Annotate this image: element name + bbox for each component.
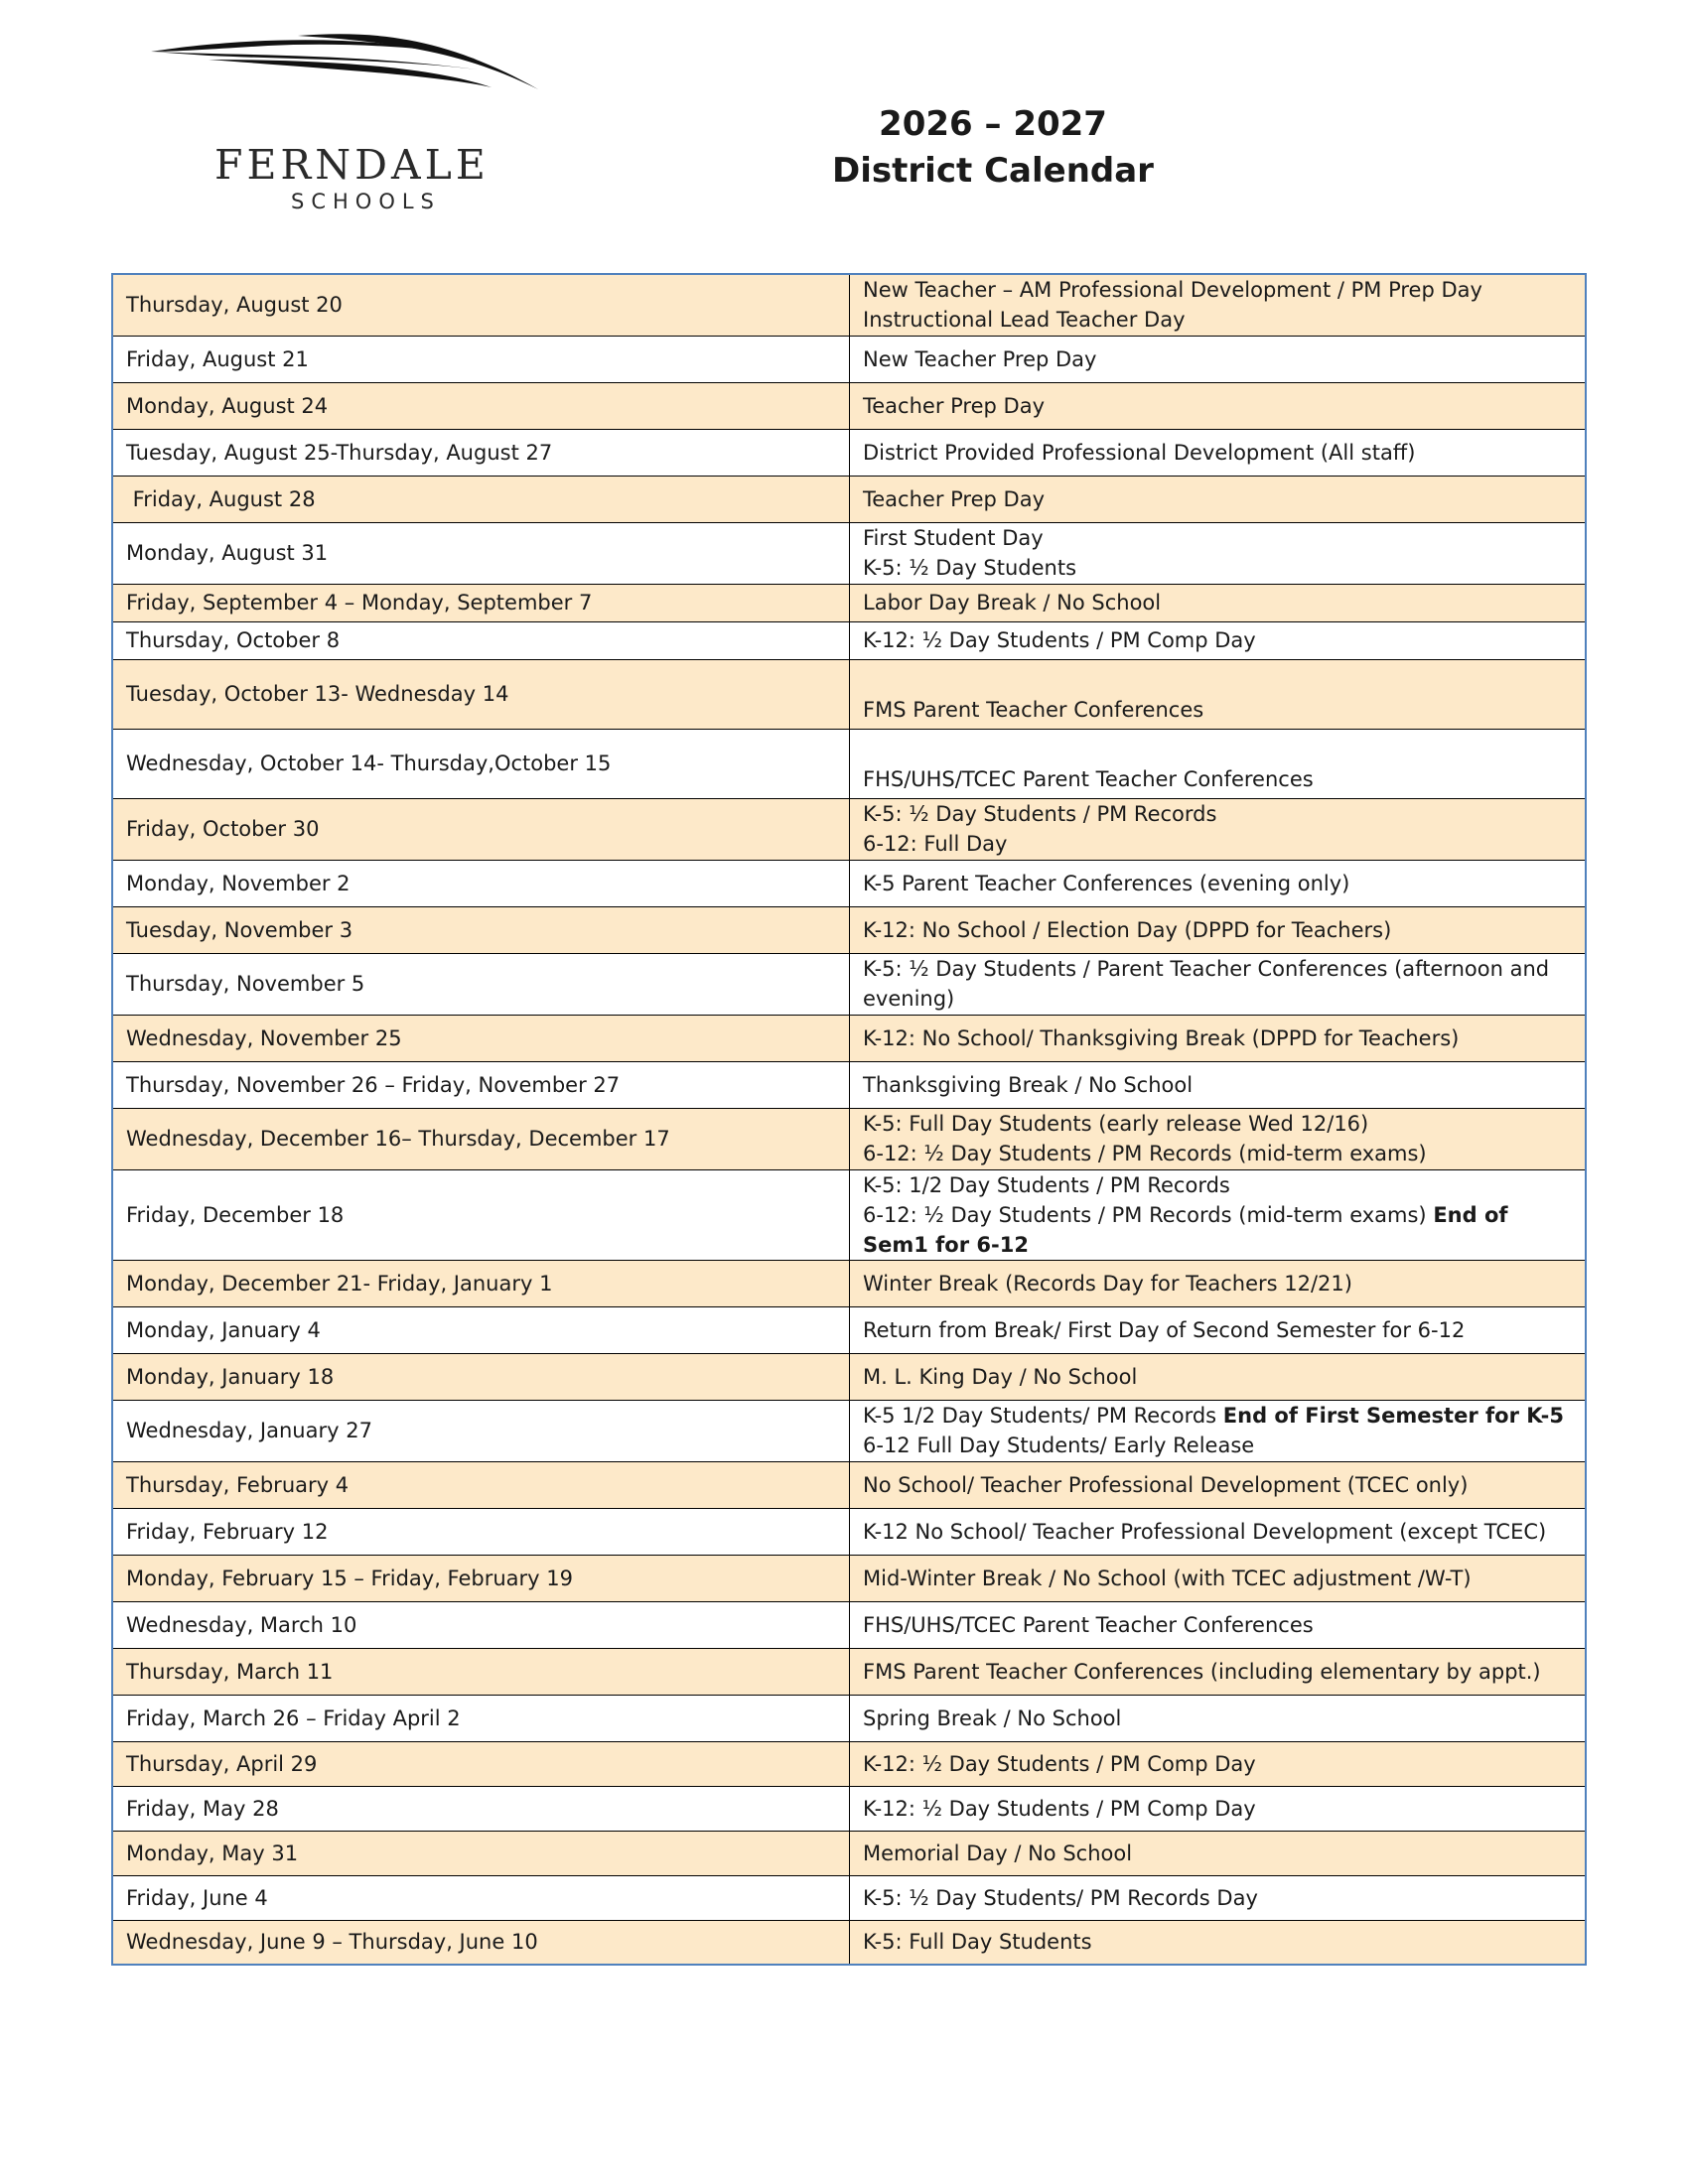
date-cell: Tuesday, October 13- Wednesday 14 (112, 659, 850, 729)
date-cell: Friday, August 21 (112, 336, 850, 382)
page-title (794, 101, 1192, 195)
event-line: 6-12: ½ Day Students / PM Records (mid-term exams) (863, 1142, 1427, 1165)
table-row (112, 1875, 1586, 1920)
event-line: Labor Day Break / No School (863, 591, 1162, 614)
event-cell (850, 1015, 1587, 1061)
event-line: Instructional Lead Teacher Day (863, 308, 1186, 333)
date-cell: Thursday, March 11 (112, 1648, 850, 1695)
event-line: Memorial Day / No School (863, 1841, 1133, 1865)
table-row (112, 1353, 1586, 1400)
event-cell (850, 1695, 1587, 1741)
date-cell: Friday, March 26 – Friday April 2 (112, 1695, 850, 1741)
event-cell (850, 1169, 1587, 1260)
event-line: 6-12 Full Day Students/ Early Release (863, 1433, 1255, 1457)
table-row (112, 522, 1586, 584)
event-cell (850, 382, 1587, 429)
event-cell (850, 798, 1587, 860)
table-row (112, 1695, 1586, 1741)
table-row (112, 906, 1586, 953)
event-cell (850, 1601, 1587, 1648)
event-line: Teacher Prep Day (863, 486, 1045, 511)
event-line: Thanksgiving Break / No School (863, 1072, 1194, 1097)
table-row (112, 1920, 1586, 1965)
table-row (112, 1555, 1586, 1601)
event-line: FMS Parent Teacher Conferences (863, 697, 1204, 722)
table-row (112, 1169, 1586, 1260)
event-line: K-5: 1/2 Day Students / PM Records (863, 1172, 1230, 1197)
table-row (112, 584, 1586, 621)
event-line: K-5: ½ Day Students / PM Records (863, 802, 1217, 826)
date-cell: Friday, August 28 (112, 476, 850, 522)
table-row (112, 1061, 1586, 1108)
event-cell (850, 429, 1587, 476)
date-cell: Monday, August 24 (112, 382, 850, 429)
event-line: K-12: ½ Day Students / PM Comp Day (863, 1751, 1256, 1776)
date-cell: Friday, October 30 (112, 798, 850, 860)
date-cell: Thursday, November 5 (112, 953, 850, 1015)
event-line: District Provided Professional Development (All staff) (863, 440, 1416, 465)
table-row (112, 382, 1586, 429)
event-line: K-5: Full Day Students (863, 1930, 1092, 1955)
date-cell: Monday, May 31 (112, 1831, 850, 1875)
event-line: K-5: ½ Day Students / Parent Teacher Conferences (afternoon and evening) (863, 957, 1550, 1011)
event-cell (850, 522, 1587, 584)
date-cell: Friday, February 12 (112, 1508, 850, 1555)
date-cell: Wednesday, November 25 (112, 1015, 850, 1061)
event-cell (850, 860, 1587, 906)
event-line: K-5: ½ Day Students (863, 556, 1077, 580)
table-row (112, 1015, 1586, 1061)
table-row (112, 1400, 1586, 1461)
table-row (112, 1786, 1586, 1831)
event-cell (850, 1461, 1587, 1508)
table-row (112, 1741, 1586, 1786)
table-row (112, 429, 1586, 476)
event-cell (850, 659, 1587, 729)
date-cell: Monday, November 2 (112, 860, 850, 906)
event-line: M. L. King Day / No School (863, 1364, 1138, 1389)
event-line: Mid-Winter Break / No School (with TCEC adjustment /W-T) (863, 1566, 1472, 1590)
date-cell: Wednesday, December 16– Thursday, December 17 (112, 1108, 850, 1169)
date-cell: Friday, December 18 (112, 1169, 850, 1260)
table-row (112, 1306, 1586, 1353)
event-cell (850, 1400, 1587, 1461)
event-cell (850, 729, 1587, 798)
event-cell (850, 953, 1587, 1015)
date-cell: Monday, December 21- Friday, January 1 (112, 1260, 850, 1306)
event-line: First Student Day (863, 526, 1044, 550)
date-cell: Tuesday, August 25-Thursday, August 27 (112, 429, 850, 476)
event-line: K-12: ½ Day Students / PM Comp Day (863, 1796, 1256, 1821)
event-line: 6-12: Full Day (863, 832, 1008, 856)
date-cell: Monday, February 15 – Friday, February 19 (112, 1555, 850, 1601)
event-line: New Teacher Prep Day (863, 346, 1097, 371)
event-line: K-5 1/2 Day Students/ PM Records End of First Semester for K-5 (863, 1404, 1565, 1428)
event-cell (850, 1306, 1587, 1353)
table-row (112, 953, 1586, 1015)
date-cell: Friday, September 4 – Monday, September 7 (112, 584, 850, 621)
date-cell: Wednesday, March 10 (112, 1601, 850, 1648)
logo-name: FERNDALE (214, 141, 490, 189)
event-cell (850, 1353, 1587, 1400)
event-line: 6-12: ½ Day Students / PM Records (mid-term exams) End of Sem1 for 6-12 (863, 1202, 1508, 1257)
event-line: K-12: ½ Day Students / PM Comp Day (863, 628, 1256, 652)
event-cell (850, 1831, 1587, 1875)
table-row (112, 1648, 1586, 1695)
logo-subtitle: SCHOOLS (291, 190, 441, 213)
table-row (112, 729, 1586, 798)
event-line: Spring Break / No School (863, 1706, 1122, 1730)
event-line: K-5: ½ Day Students/ PM Records Day (863, 1885, 1258, 1910)
ferndale-logo (149, 30, 546, 213)
event-cell (850, 1741, 1587, 1786)
event-line: Winter Break (Records Day for Teachers 12/21) (863, 1271, 1352, 1296)
date-cell: Wednesday, January 27 (112, 1400, 850, 1461)
event-line: K-12: No School / Election Day (DPPD for Teachers) (863, 917, 1392, 942)
event-cell (850, 906, 1587, 953)
event-line: Return from Break/ First Day of Second Semester for 6-12 (863, 1317, 1466, 1342)
event-cell (850, 1920, 1587, 1965)
date-cell: Friday, May 28 (112, 1786, 850, 1831)
event-line: Teacher Prep Day (863, 393, 1045, 418)
swoosh-logo-icon (149, 30, 546, 109)
event-cell (850, 1108, 1587, 1169)
table-row (112, 1108, 1586, 1169)
date-cell: Monday, January 4 (112, 1306, 850, 1353)
event-cell (850, 274, 1587, 336)
title-year: 2026 – 2027 (879, 104, 1107, 144)
table-row (112, 1831, 1586, 1875)
event-cell (850, 584, 1587, 621)
table-row (112, 476, 1586, 522)
date-cell: Friday, June 4 (112, 1875, 850, 1920)
event-cell (850, 1786, 1587, 1831)
table-row (112, 621, 1586, 659)
event-cell (850, 1260, 1587, 1306)
event-cell (850, 621, 1587, 659)
date-cell: Thursday, November 26 – Friday, November 27 (112, 1061, 850, 1108)
date-cell: Wednesday, October 14- Thursday,October 15 (112, 729, 850, 798)
table-row (112, 1461, 1586, 1508)
table-row (112, 1601, 1586, 1648)
event-line: FHS/UHS/TCEC Parent Teacher Conferences (863, 766, 1314, 791)
event-line: K-12 No School/ Teacher Professional Development (except TCEC) (863, 1519, 1547, 1544)
event-cell (850, 1875, 1587, 1920)
event-cell (850, 1061, 1587, 1108)
event-line: FMS Parent Teacher Conferences (including elementary by appt.) (863, 1659, 1541, 1684)
date-cell: Thursday, February 4 (112, 1461, 850, 1508)
date-cell: Monday, August 31 (112, 522, 850, 584)
date-cell: Thursday, October 8 (112, 621, 850, 659)
event-line: New Teacher – AM Professional Development / PM Prep Day (863, 278, 1482, 303)
event-cell (850, 1555, 1587, 1601)
table-row (112, 1508, 1586, 1555)
table-row (112, 274, 1586, 336)
event-line: K-12: No School/ Thanksgiving Break (DPPD for Teachers) (863, 1025, 1460, 1050)
table-row (112, 659, 1586, 729)
date-cell: Thursday, April 29 (112, 1741, 850, 1786)
table-row (112, 860, 1586, 906)
table-row (112, 336, 1586, 382)
event-line: K-5 Parent Teacher Conferences (evening only) (863, 871, 1350, 895)
event-cell (850, 476, 1587, 522)
table-row (112, 798, 1586, 860)
date-cell: Wednesday, June 9 – Thursday, June 10 (112, 1920, 850, 1965)
date-cell: Thursday, August 20 (112, 274, 850, 336)
event-cell (850, 1508, 1587, 1555)
date-cell: Monday, January 18 (112, 1353, 850, 1400)
event-line: FHS/UHS/TCEC Parent Teacher Conferences (863, 1612, 1314, 1637)
event-line: No School/ Teacher Professional Development (TCEC only) (863, 1472, 1469, 1497)
date-cell: Tuesday, November 3 (112, 906, 850, 953)
event-cell (850, 1648, 1587, 1695)
event-cell (850, 336, 1587, 382)
event-line: K-5: Full Day Students (early release Wed 12/16) (863, 1112, 1369, 1136)
title-name: District Calendar (832, 151, 1154, 191)
table-row (112, 1260, 1586, 1306)
calendar-table (111, 273, 1587, 1966)
